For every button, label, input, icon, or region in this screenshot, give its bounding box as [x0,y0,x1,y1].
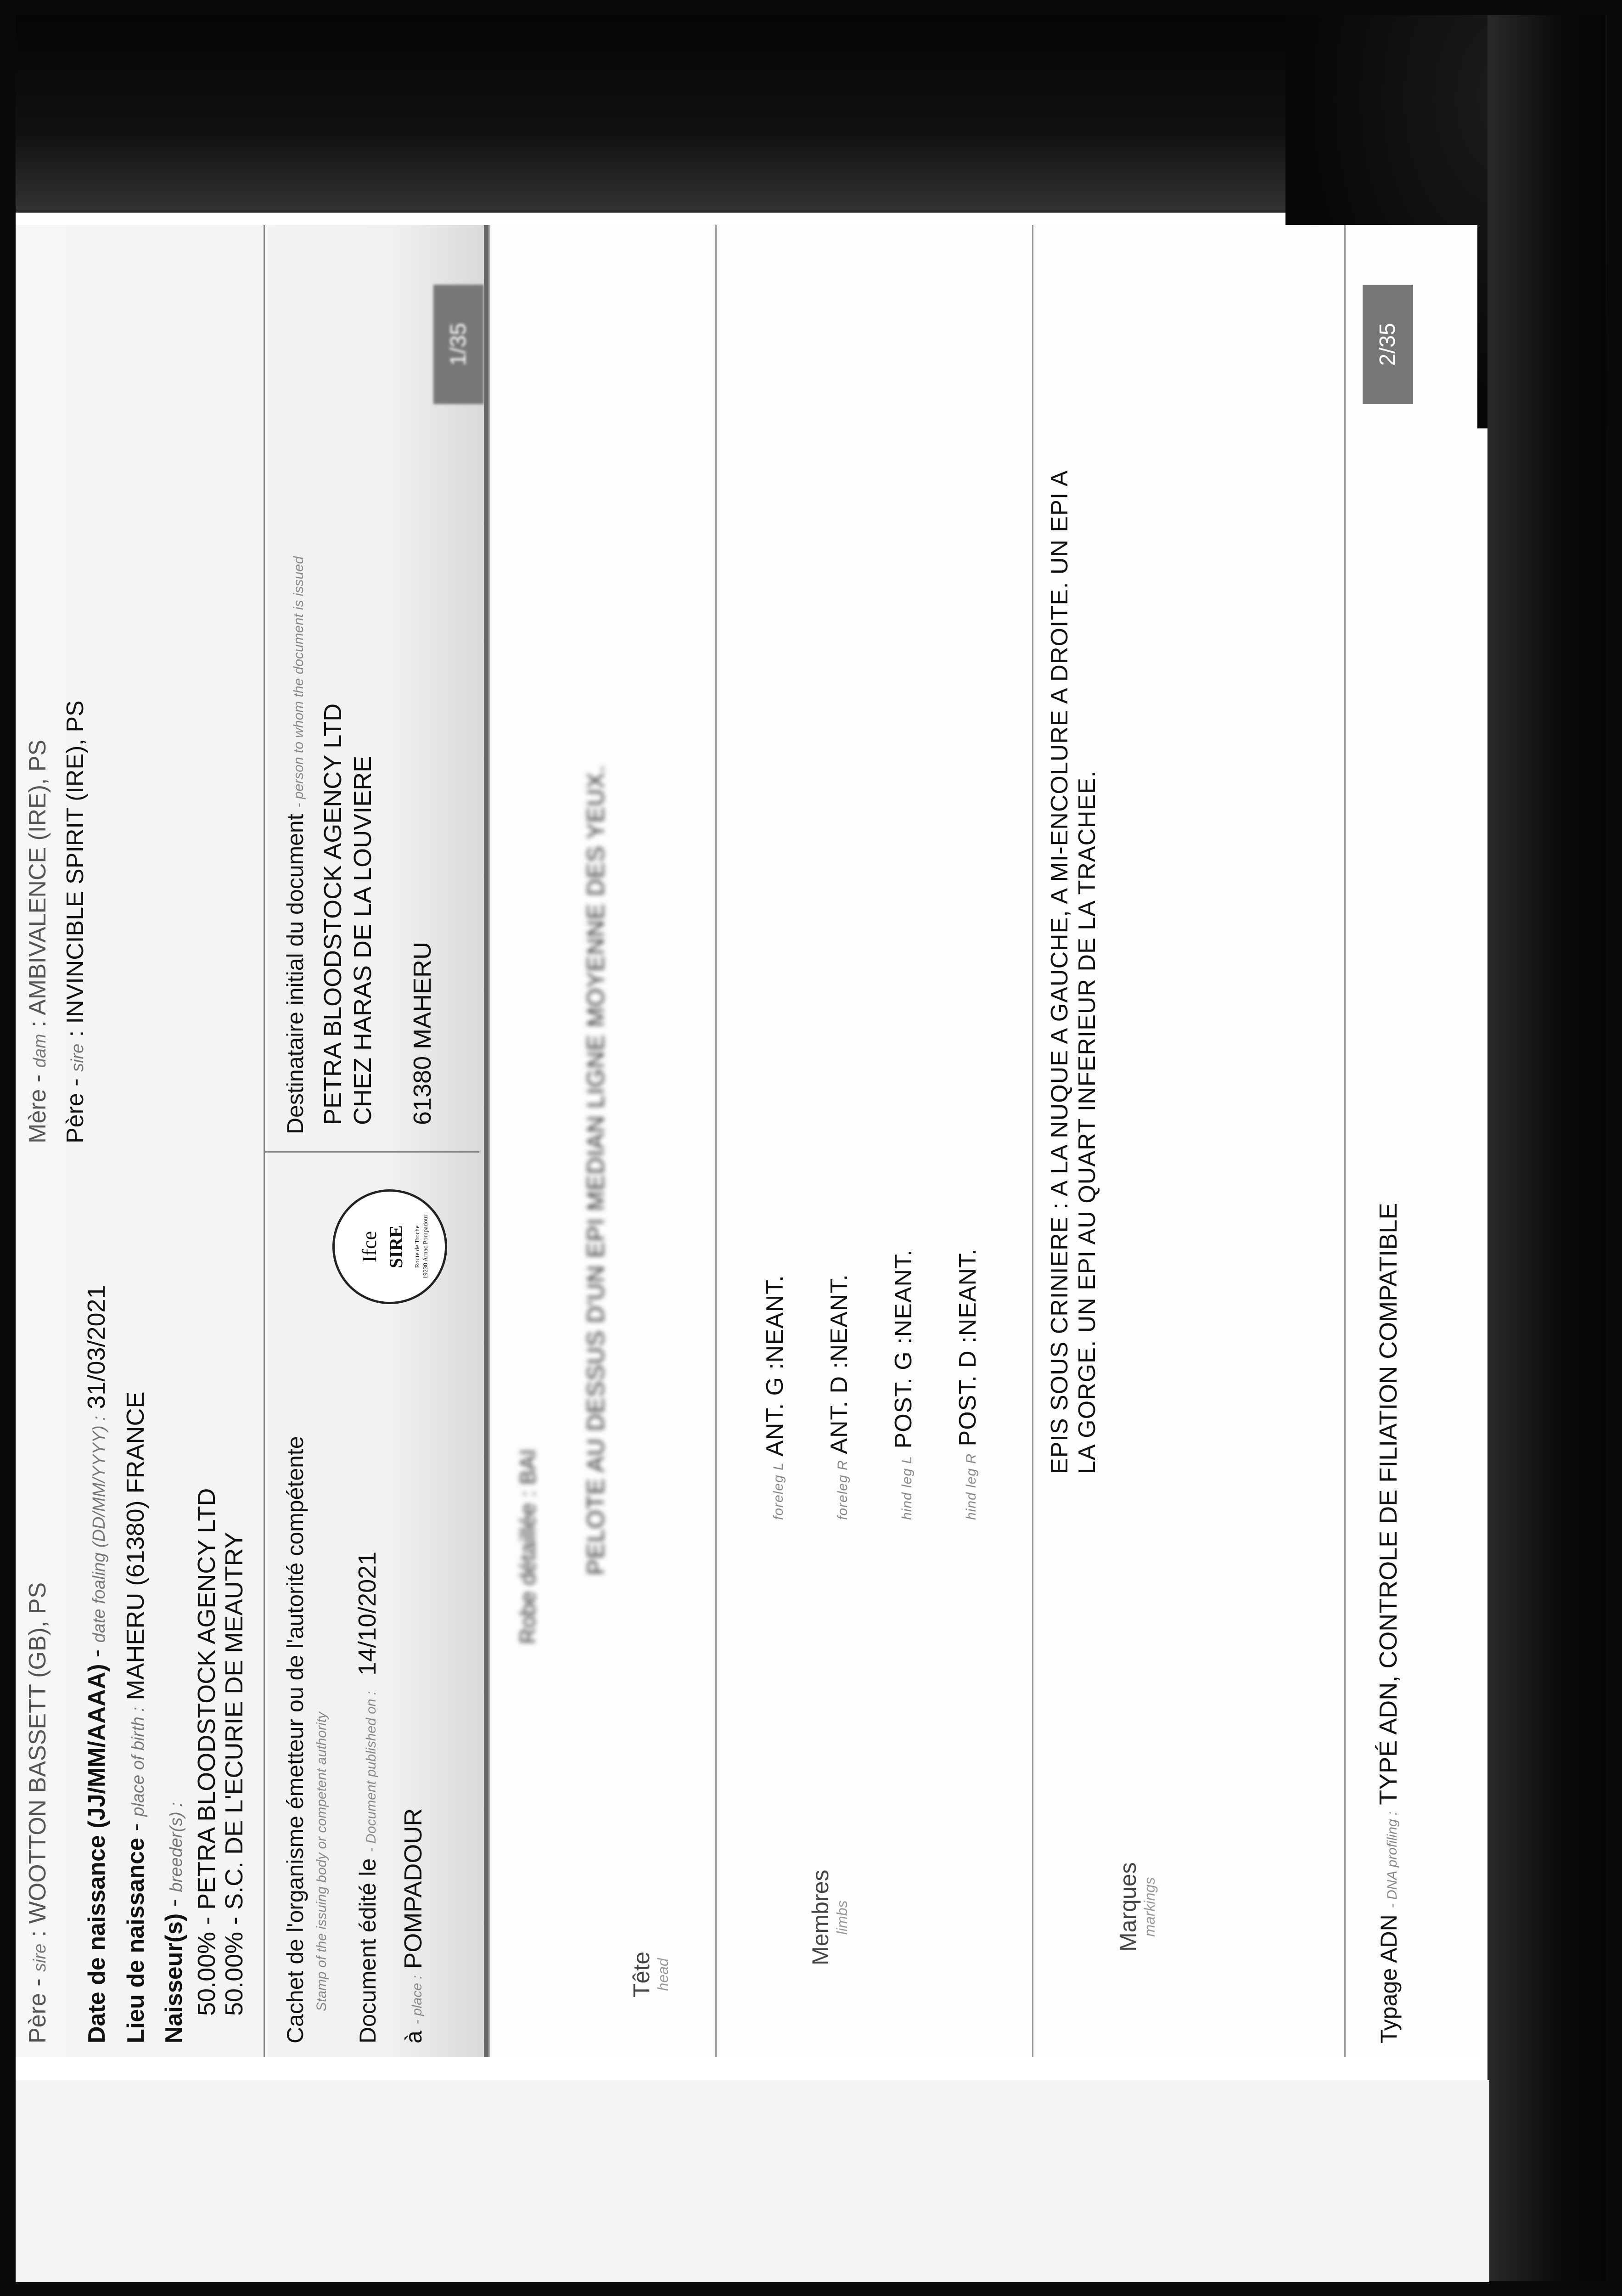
sire2-row: Père - sire : INVINCIBLE SPIRIT (IRE), PS [62,700,89,1143]
limbs-divider [1032,225,1033,2057]
limb-hindleg-right: hind leg R POST. D :NEANT. [954,1248,981,1520]
markings-line-2: LA GORGE. UN EPI AU QUART INFERIEUR DE LA TRACHEE. [1074,770,1100,1474]
limbs-label: Membres limbs [808,1869,850,1965]
section-divider [264,225,265,2057]
dna-row: Typage ADN - DNA profiling : TYPÉ ADN, CONTROLE DE FILIATION COMPATIBLE [1375,1203,1402,2043]
dam-row: Mère - dam : AMBIVALENCE (IRE), PS [24,739,51,1143]
dna-value: TYPÉ ADN, CONTROLE DE FILIATION COMPATIBLE [1375,1203,1402,1805]
recipient-line-2: CHEZ HARAS DE LA LOUVIERE [349,755,376,1125]
ifce-sire-stamp [332,1189,447,1304]
scan-shadow-top [16,15,1489,213]
limb-foreleg-left: foreleg L ANT. G :NEANT. [762,1275,788,1520]
limb-hindleg-left: hind leg L POST. G :NEANT. [890,1249,917,1520]
scan-bed-bottom [16,2080,1489,2282]
head-label: Tête head [629,1951,671,1998]
robe-label: Robe détaillée : BAI [516,1449,540,1644]
stamp-section-subtitle: Stamp of the issuing body or competent authority [314,1711,329,2011]
description-page-right [488,225,1477,2057]
recipient-line-1: PETRA BLOODSTOCK AGENCY LTD [319,703,347,1125]
stamp-section-title: Cachet de l'organisme émetteur ou de l'autorité compétente [282,1436,308,2043]
breeder-line-2: 50.00% - S.C. DE L'ECURIE DE MEAUTRY [220,1532,248,2016]
markings-line-1: EPIS SOUS CRINIERE : A LA NUQUE A GAUCHE, A MI-ENCOLURE A DROITE. UN EPI A [1046,470,1073,1474]
stamp-line-1: Ifce [358,1231,381,1263]
scan-border-left [0,0,16,2296]
column-divider [264,1151,479,1153]
place-row: à - place : POMPADOUR [399,1808,427,2043]
sire2-value: INVINCIBLE SPIRIT (IRE), PS [62,700,89,1024]
head-divider [715,225,717,2057]
issued-date-value: 14/10/2021 [354,1551,381,1676]
sire-row: Père - sire : WOOTTON BASSETT (GB), PS [24,1582,51,2043]
booklet [16,225,1485,2057]
head-marking-text: PELOTE AU DESSUS D'UN EPI MEDIAN LIGNE MOYENNE DES YEUX. [583,765,609,1575]
limb-foreleg-right: foreleg R ANT. D :NEANT. [826,1274,853,1520]
recipient-line-3: 61380 MAHERU [409,941,436,1125]
breeders-row: Naisseur(s) - breeder(s) : [161,1802,187,2043]
stamp-address: Route de Troche 19230 Arnac Pompadour [414,1215,429,1279]
scan-border-bottom [0,2281,1622,2296]
breeder-line-1: 50.00% - PETRA BLOODSTOCK AGENCY LTD [193,1488,220,2016]
identification-page-left [16,225,488,2057]
sire-value: WOOTTON BASSETT (GB), PS [24,1582,51,1924]
markings-label: Marques markings [1115,1862,1158,1952]
recipient-title-row: Destinataire initial du document - person to whom the document is issued [282,556,308,1134]
issued-row: Document édité le - Document published on : 14/10/2021 [354,1551,381,2043]
scan-border-top [0,0,1622,15]
birth-place-value: MAHERU (61380) FRANCE [122,1391,149,1700]
scan-border-right [1605,0,1622,2296]
birth-date-value: 31/03/2021 [83,1285,110,1409]
dam-value: AMBIVALENCE (IRE), PS [24,739,51,1015]
place-value: POMPADOUR [399,1808,427,1969]
page-number-badge-left: 1/35 [433,285,484,404]
page-number-badge-right: 2/35 [1363,285,1413,404]
birth-place-row: Lieu de naissance - place of birth : MAHERU (61380) FRANCE [122,1391,149,2043]
stamp-line-2: SIRE [386,1225,406,1268]
scan-shadow-right [1487,15,1605,2281]
markings-divider [1344,225,1346,2057]
birth-date-row: Date de naissance (JJ/MM/AAAA) - date foaling (DD/MM/YYYY) : 31/03/2021 [83,1285,110,2043]
